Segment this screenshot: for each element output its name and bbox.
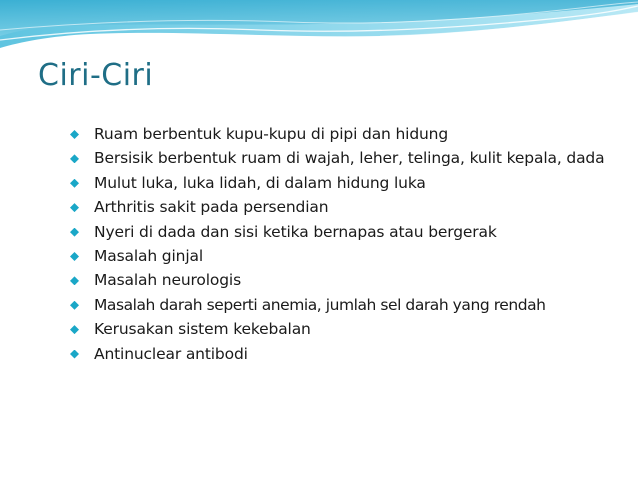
list-item [70,344,630,365]
diamond-bullet-icon [70,325,79,334]
list-item [70,197,630,218]
list-item [70,319,630,340]
list-item [70,270,630,291]
wave-banner [0,0,638,60]
list-item-text: Kerusakan sistem kekebalan [94,320,311,339]
list-item-text: Masalah darah seperti anemia, jumlah sel darah yang rendah [94,295,546,314]
diamond-bullet-icon [70,252,79,261]
list-item-text: Masalah neurologis [94,271,242,290]
list-item-text: Arthritis sakit pada persendian [94,198,329,217]
list-item [70,148,630,169]
diamond-bullet-icon [70,154,79,163]
diamond-bullet-icon [70,130,79,139]
list-item-text: Ruam berbentuk kupu-kupu di pipi dan hidung [94,125,449,143]
bullet-list [70,124,630,368]
diamond-bullet-icon [70,301,79,310]
list-item [70,173,630,194]
list-item [70,295,630,316]
list-item-text: Antinuclear antibodi [94,344,248,363]
list-item-text: Nyeri di dada dan sisi ketika bernapas atau bergerak [94,222,497,241]
diamond-bullet-icon [70,203,79,212]
list-item [70,124,630,145]
slide-title: Ciri-Ciri [38,58,154,93]
list-item [70,246,630,267]
list-item-text: Bersisik berbentuk ruam di wajah, leher, telinga, kulit kepala, dada [94,149,605,168]
list-item [70,222,630,243]
diamond-bullet-icon [70,350,79,359]
diamond-bullet-icon [70,179,79,188]
diamond-bullet-icon [70,228,79,237]
diamond-bullet-icon [70,276,79,285]
list-item-text: Mulut luka, luka lidah, di dalam hidung luka [94,173,426,192]
list-item-text: Masalah ginjal [94,246,203,265]
